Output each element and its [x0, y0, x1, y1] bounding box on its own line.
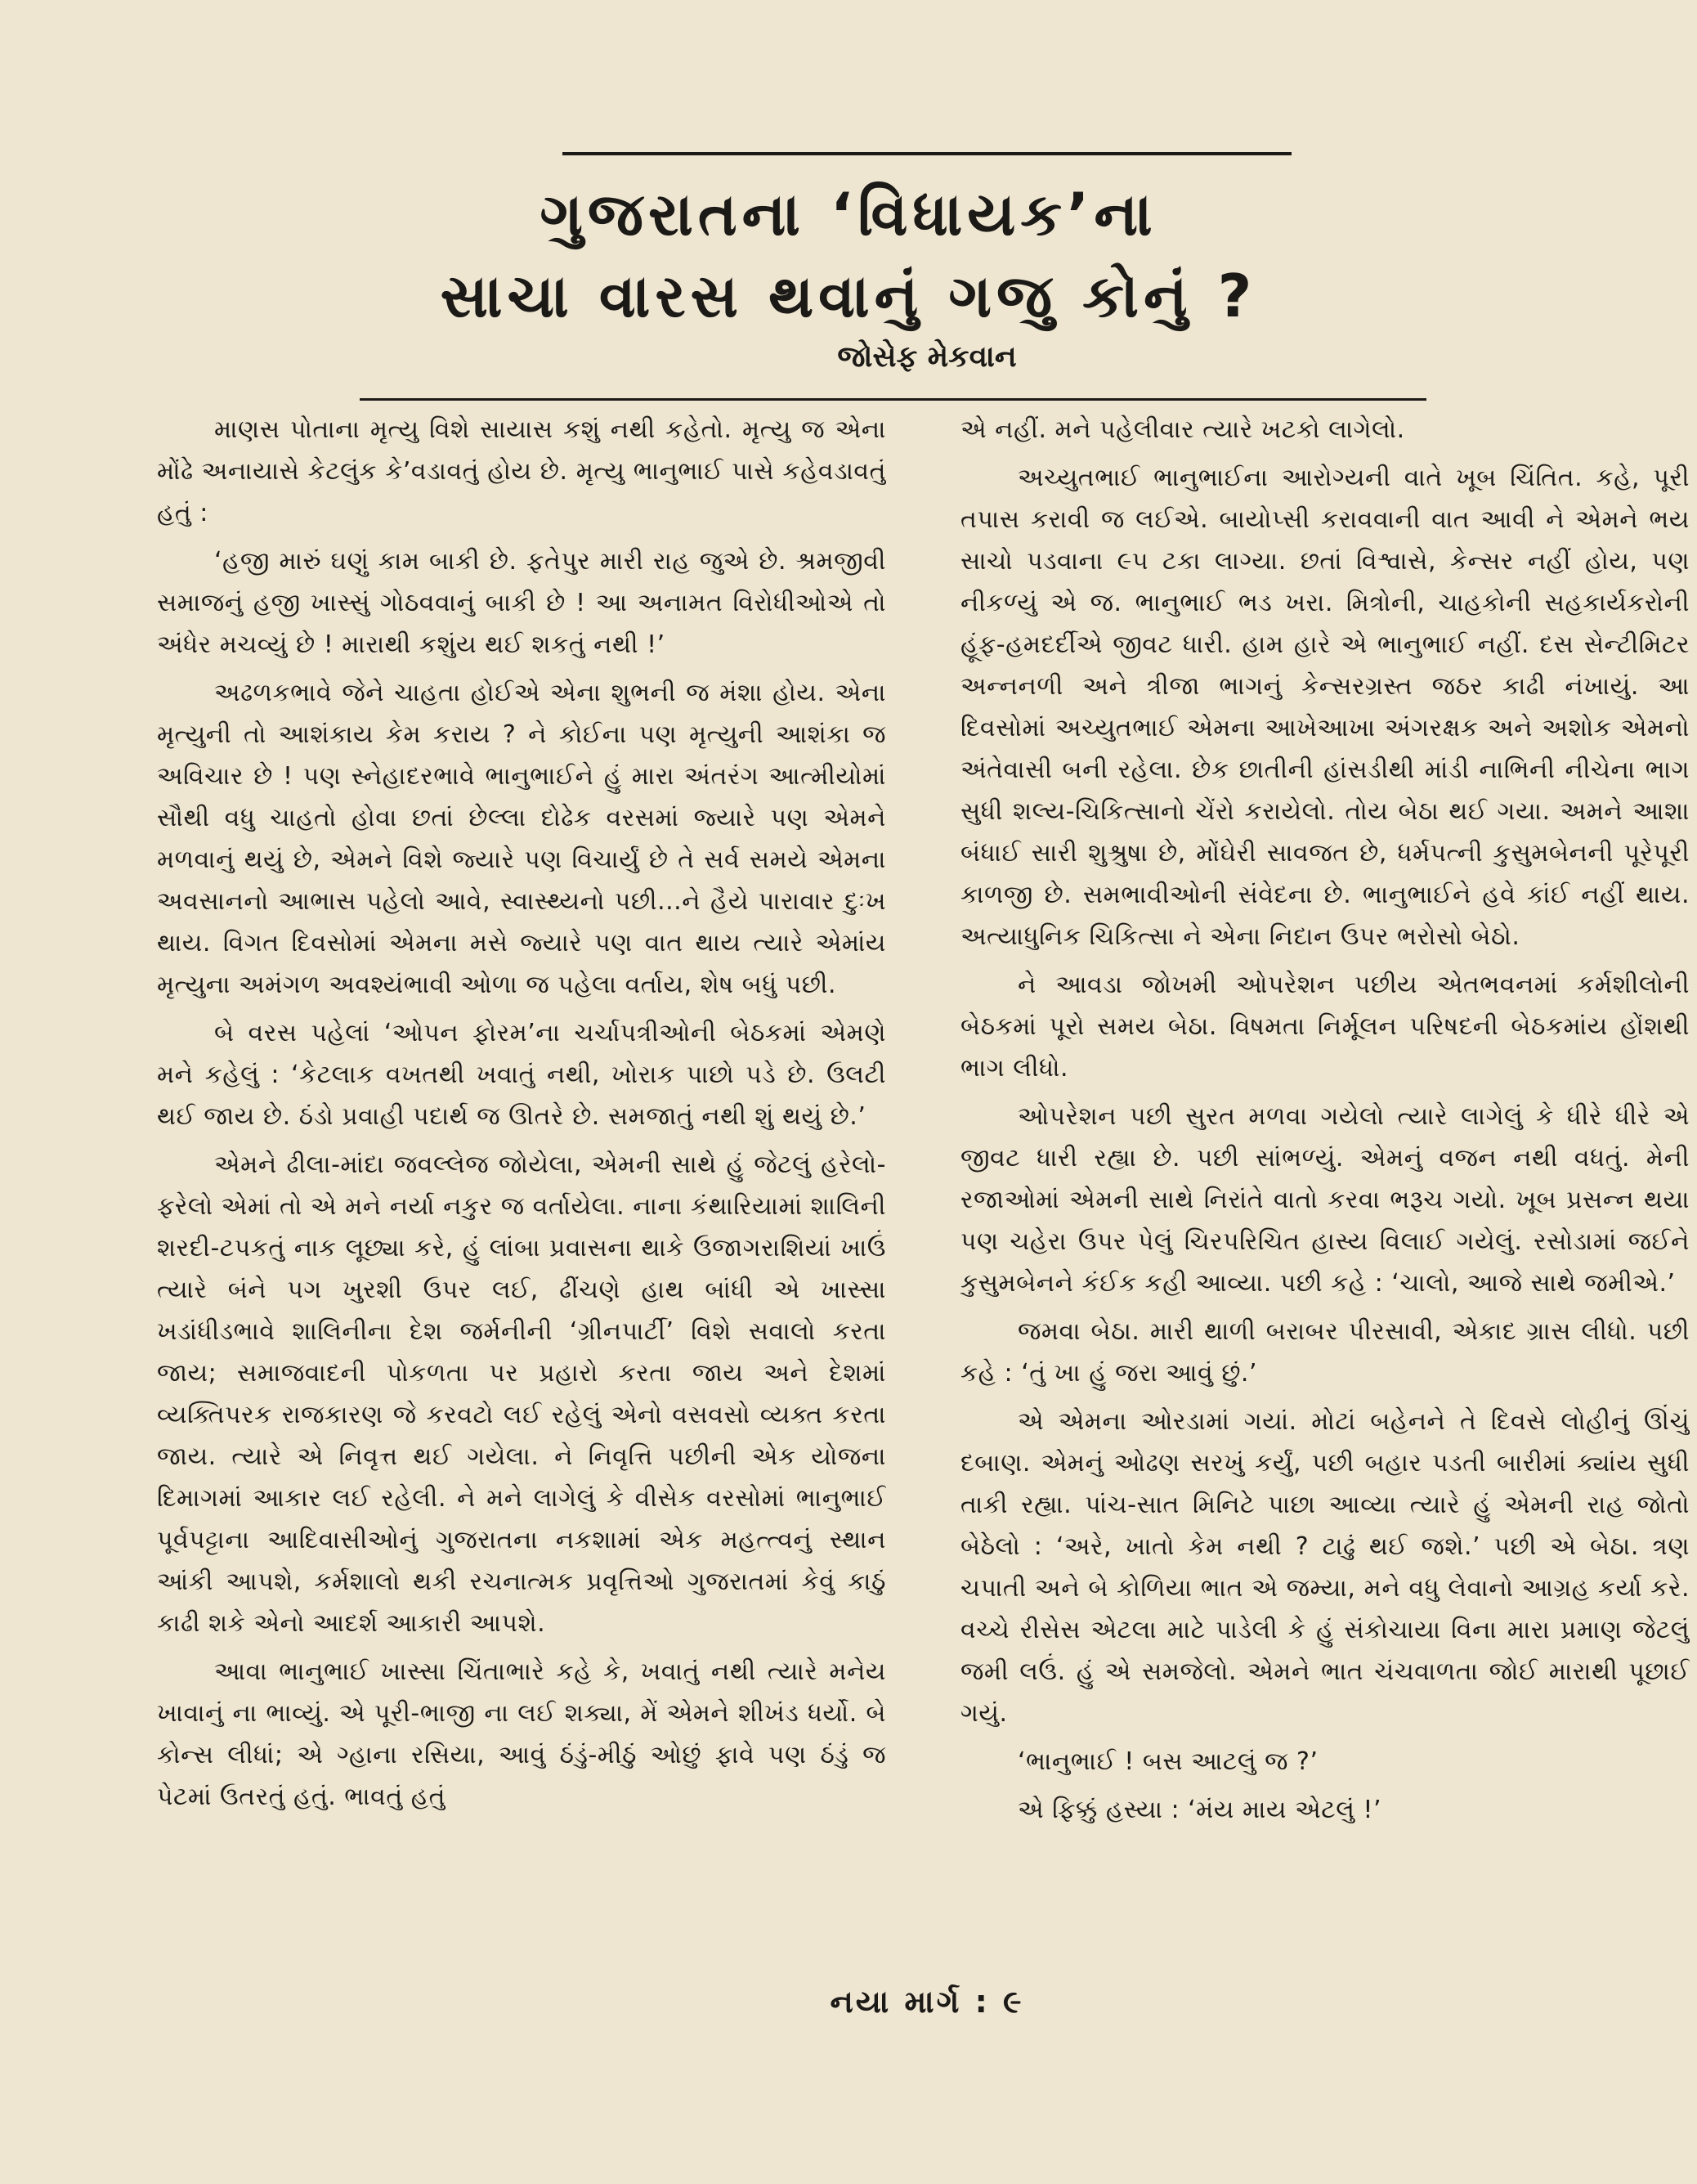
paragraph: અચ્યુતભાઈ ભાનુભાઈના આરોગ્યની વાતે ખૂબ ચિંતિત. કહે, પૂરી તપાસ કરાવી જ લઈએ. બાયોપ્સી કરાવવાની વાત આવી ને એમને ભય સાચો પડવાના ૯૫ ટકા લાગ્યા. છતાં વિશ્વાસે, કેન્સર નહીં હોય, પણ નીકળ્યું એ જ. ભાનુભાઈ ભડ ખરા. મિત્રોની, ચાહકોની સહકાર્યકરોની હૂંફ-હમદર્દીએ જીવટ ધારી. હામ હારે એ ભાનુભાઈ નહીં. દસ સેન્ટીમિટર અન્નનળી અને ત્રીજા ભાગનું કેન્સરગ્રસ્ત જઠર કાઢી નંખાયું. આ દિવસોમાં અચ્યુતભાઈ એમના આખેઆખા અંગરક્ષક અને અશોક એમનો અંતેવાસી બની રહેલા. છેક છાતીની હાંસડીથી માંડી નાભિની નીચેના ભાગ સુધી શલ્ય-ચિકિત્સાનો ચેંરો કરાયેલો. તોય બેઠા થઈ ગયા. અમને આશા બંધાઈ સારી શુશ્રુષા છે, મોંઘેરી સાવજત છે, ધર્મપત્ની કુસુમબેનની પૂરેપૂરી કાળજી છે. સમભાવીઓની સંવેદના છે. ભાનુભાઈને હવે કાંઈ નહીં થાય. અત્યાધુનિક ચિકિત્સા ને એના નિદાન ઉપર ભરોસો બેઠો.: [960, 464, 1690, 951]
paragraph: ઓપરેશન પછી સુરત મળવા ગયેલો ત્યારે લાગેલું કે ધીરે ધીરે એ જીવટ ધારી રહ્યા છે. પછી સાંભળ્યું. એમનું વજન નથી વધતું. મેની રજાઓમાં એમની સાથે નિરાંતે વાતો કરવા ભરૂચ ગયો. ખૂબ પ્રસન્ન થયા પણ ચહેરા ઉપર પેલું ચિરપરિચિત હાસ્ય વિલાઈ ગયેલું. રસોડામાં જઈને કુસુમબેનને કંઈક કહી આવ્યા. પછી કહે : ‘ચાલો, આજે સાથે જમીએ.’: [960, 1102, 1690, 1298]
paragraph: માણસ પોતાના મૃત્યુ વિશે સાયાસ કશું નથી કહેતો. મૃત્યુ જ એના મોંઢે અનાયાસે કેટલુંક કે’વડાવતું હોય છે. મૃત્યુ ભાનુભાઈ પાસે કહેવડાવતું હતું :: [157, 415, 886, 527]
dialogue-line: એ ફિક્કું હસ્યા : ‘મંય માય એટલું !’: [1018, 1796, 1381, 1824]
paragraph: ને આવડા જોખમી ઓપરેશન પછીય એતભવનમાં કર્મશીલોની બેઠકમાં પૂરો સમય બેઠા. વિષમતા નિર્મૂલન પરિષદની બેઠકમાંય હોંશથી ભાગ લીધો.: [960, 971, 1690, 1083]
paragraph: અઢળકભાવે જેને ચાહતા હોઈએ એના શુભની જ મંશા હોય. એના મૃત્યુની તો આશંકાય કેમ કરાય ? ને કોઈના પણ મૃત્યુની આશંકા જ અવિચાર છે ! પણ સ્નેહાદરભાવે ભાનુભાઈને હું મારા અંતરંગ આત્મીયોમાં સૌથી વધુ ચાહતો હોવા છતાં છેલ્લા દોઢેક વરસમાં જ્યારે પણ એમને મળવાનું થયું છે, એમને વિશે જ્યારે પણ વિચાર્યું છે તે સર્વ સમયે એમના અવસાનનો આભાસ પહેલો આવે, સ્વાસ્થ્યનો પછી...ને હૈયે પારાવાર દુઃખ થાય. વિગત દિવસોમાં એમના મસે જ્યારે પણ વાત થાય ત્યારે એમાંય મૃત્યુના અમંગળ અવશ્યંભાવી ઓળા જ પહેલા વર્તાય, શેષ બધું પછી.: [157, 679, 886, 999]
paragraph: એમને ઢીલા-માંદા જવલ્લેજ જોયેલા, એમની સાથે હું જેટલું હરેલો-ફરેલો એમાં તો એ મને નર્યા નકુર જ વર્તાયેલા. નાના કંથારિયામાં શાલિની શરદી-ટપકતું નાક લૂછ્યા કરે, હું લાંબા પ્રવાસના થાકે ઉજાગરાશિયાં ખાઉં ત્યારે બંને પગ ખુરશી ઉપર લઈ, ઢીંચણે હાથ બાંધી એ ખાસ્સા ખડાંધીડભાવે શાલિનીના દેશ જર્મનીની ‘ગ્રીનપાર્ટી’ વિશે સવાલો કરતા જાય; સમાજવાદની પોકળતા પર પ્રહારો કરતા જાય અને દેશમાં વ્યક્તિપરક રાજકારણ જે કરવટો લઈ રહેલું એનો વસવસો વ્યક્ત કરતા જાય. ત્યારે એ નિવૃત્ત થઈ ગયેલા. ને નિવૃત્તિ પછીની એક યોજના દિમાગમાં આકાર લઈ રહેલી. ને મને લાગેલું કે વીસેક વરસોમાં ભાનુભાઈ પૂર્વપટ્ટાના આદિવાસીઓનું ગુજરાતના નકશામાં એક મહત્ત્વનું સ્થાન આંકી આપશે, કર્મશાલો થકી રચનાત્મક પ્રવૃત્તિઓ ગુજરાતમાં કેવું કાઠું કાઢી શકે એનો આદર્શ આકારી આપશે.: [157, 1150, 886, 1638]
article-title-line1: ગુજરાતના ‘વિધાયક’ના: [540, 180, 1157, 249]
paragraph: આવા ભાનુભાઈ ખાસ્સા ચિંતાભારે કહે કે, ખવાતું નથી ત્યારે મનેય ખાવાનું ના ભાવ્યું. એ પૂરી-ભાજી ના લઈ શક્યા, મેં એમને શીખંડ ધર્યો. બે કોન્સ લીધાં; એ ગ્હાના રસિયા, આવું ઠંડું-મીઠું ઓછું ફાવે પણ ઠંડું જ પેટમાં ઉતરતું હતું. ભાવતું હતું: [157, 1657, 886, 1811]
header-bottom-rule: [360, 398, 1426, 401]
header-top-rule: [562, 152, 1292, 155]
left-column: [157, 409, 886, 2011]
paragraph: એ નહીં. મને પહેલીવાર ત્યારે ખટકો લાગેલો.: [960, 415, 1405, 444]
paragraph: જમવા બેઠા. મારી થાળી બરાબર પીરસાવી, એકાદ ગ્રાસ લીધો. પછી કહે : ‘તું ખા હું જરા આવું છું.’: [960, 1317, 1690, 1388]
paragraph: બે વરસ પહેલાં ‘ઓપન ફોરમ’ના ચર્ચાપત્રીઓની બેઠકમાં એમણે મને કહેલું : ‘કેટલાક વખતથી ખવાતું નથી, ખોરાક પાછો પડે છે. ઉલટી થઈ જાય છે. ઠંડો પ્રવાહી પદાર્થ જ ઊતરે છે. સમજાતું નથી શું થયું છે.’: [157, 1019, 886, 1131]
paragraph: એ એમના ઓરડામાં ગયાં. મોટાં બહેનને તે દિવસે લોહીનું ઊંચું દબાણ. એમનું ઓઢણ સરખું કર્યું, પછી બહાર પડતી બારીમાં ક્યાંય સુધી તાકી રહ્યા. પાંચ-સાત મિનિટે પાછા આવ્યા ત્યારે હું એમની રાહ જોતો બેઠેલો : ‘અરે, ખાતો કેમ નથી ? ટાઢું થઈ જશે.’ પછી એ બેઠા. ત્રણ ચપાતી અને બે કોળિયા ભાત એ જમ્યા, મને વધુ લેવાનો આગ્રહ કર્યા કરે. વચ્ચે રીસેસ એટલા માટે પાડેલી કે હું સંકોચાયા વિના મારા પ્રમાણ જેટલું જમી લઉં. હું એ સમજેલો. એમને ભાત ચંચવાળતા જોઈ મારાથી પૂછાઈ ગયું.: [960, 1407, 1690, 1728]
page-footer: નયા માર્ગ : ૯: [830, 1984, 1024, 2020]
article-title-line2: સાચા વારસ થવાનું ગજુ કોનું ?: [440, 262, 1257, 330]
dialogue-line: ‘ભાનુભાઈ ! બસ આટલું જ ?’: [1018, 1747, 1319, 1776]
paragraph: ‘હજી મારું ઘણું કામ બાકી છે. ફતેપુર મારી રાહ જુએ છે. શ્રમજીવી સમાજનું હજી ખાસ્સું ગોઠવવાનું બાકી છે ! આ અનામત વિરોધીઓએ તો અંધેર મચવ્યું છે ! મારાથી કશુંય થઈ શકતું નથી !’: [157, 547, 886, 659]
right-column: [960, 409, 1690, 2011]
author-name: જોસેફ મેકવાન: [837, 340, 1017, 374]
